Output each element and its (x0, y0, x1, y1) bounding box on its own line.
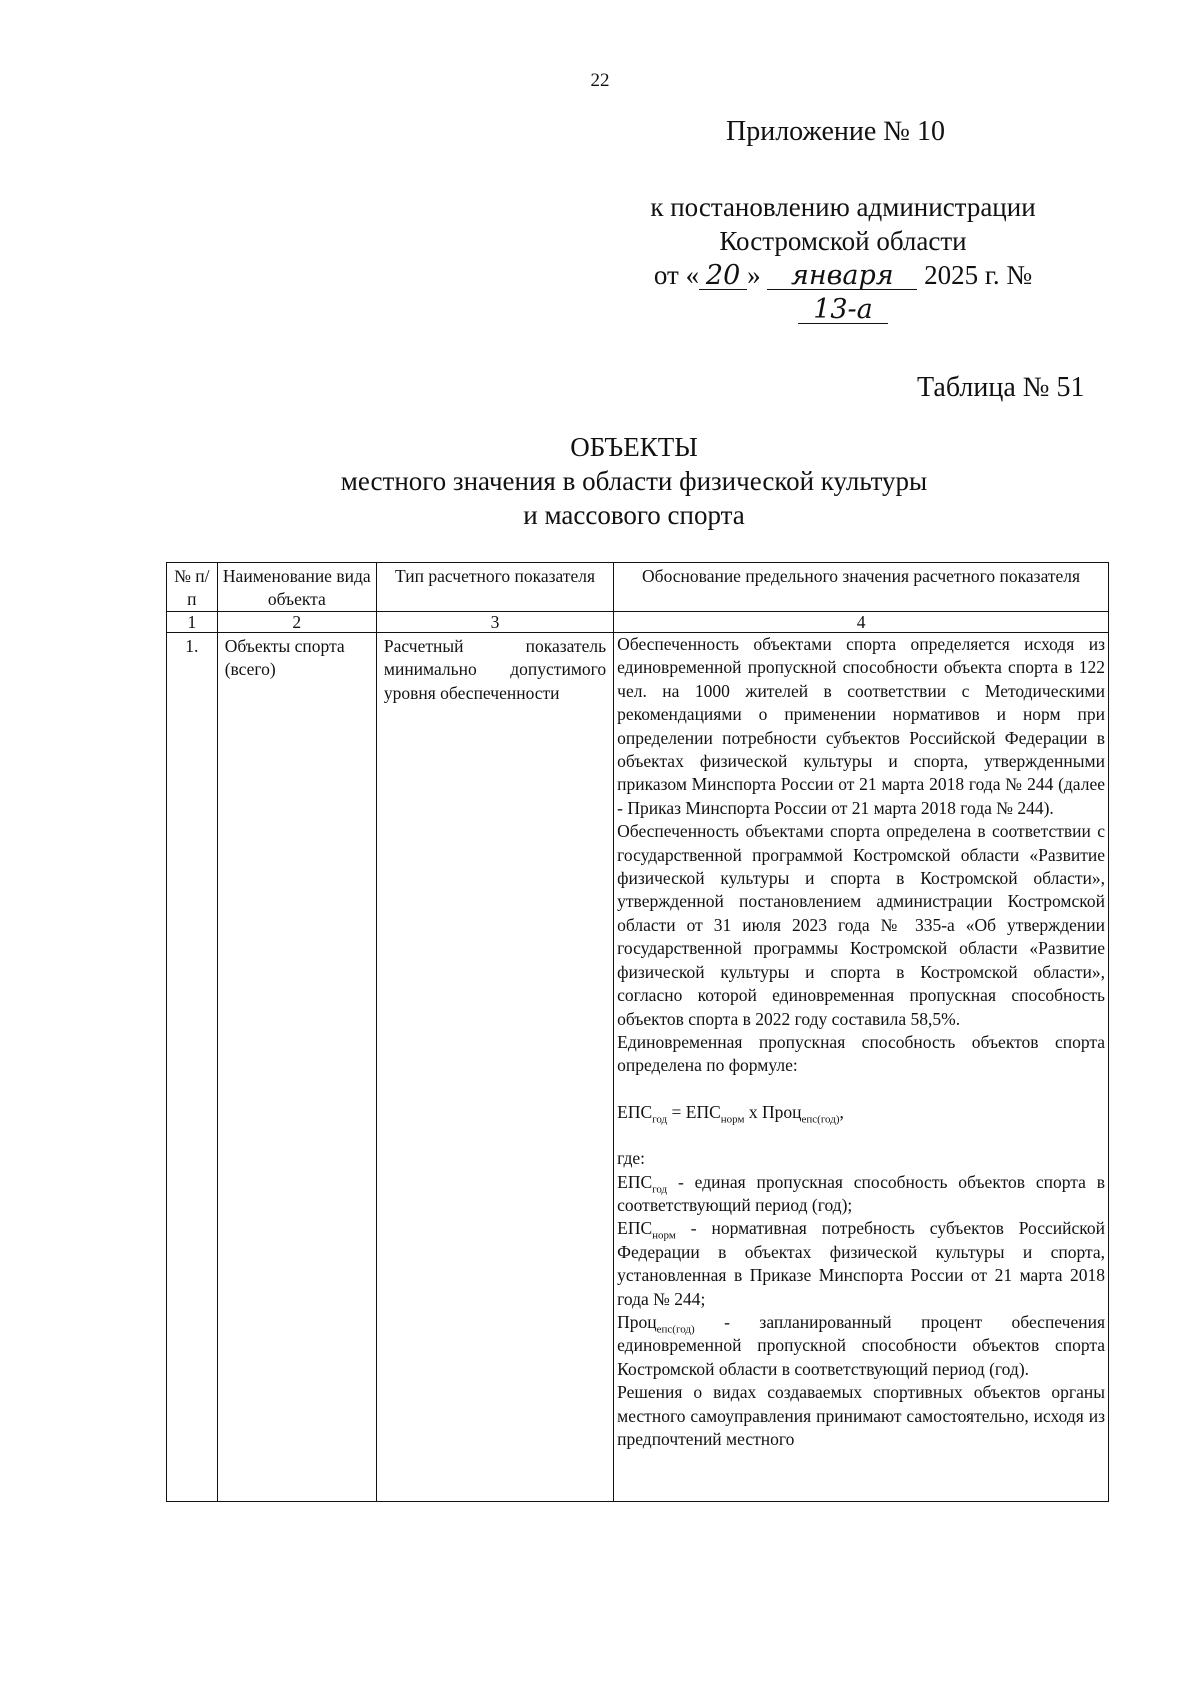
column-number: 3 (376, 612, 613, 633)
handwritten-number: 13-а (798, 297, 888, 324)
where-label: где: (617, 1148, 645, 1169)
justification-paragraph-4: Решения о видах создаваемых спортивных объектов органы местного самоуправления принимают самостоятельно, исходя из предпочтений местного (617, 1382, 1105, 1449)
row-object-name: Объекты спорта (всего) (217, 633, 376, 1502)
table-header-row (167, 563, 1109, 612)
title-line-3: и массового спорта (523, 500, 745, 530)
header-indicator-type: Тип расчетного показателя (376, 563, 613, 612)
column-number-row (167, 612, 1109, 633)
header-justification: Обоснование предельного значения расчетного показателя (614, 563, 1109, 612)
formula: $ЕПС_{год} = ЕПС_{норм}$ х Проц$_{епс(год)}$, (617, 1101, 844, 1126)
document-title (0, 430, 1200, 532)
column-number: 4 (614, 612, 1109, 633)
row-indicator-type: Расчетный показатель минимально допустимого уровня обеспеченности (376, 633, 613, 1502)
title-line-2: местного значения в области физической культуры (340, 466, 928, 496)
date-prefix: от « (653, 260, 700, 290)
row-number: 1. (167, 633, 218, 1502)
page-number: 22 (590, 70, 610, 91)
date-year: 2025 г. № (924, 260, 1033, 290)
definition-eps-norm: $ЕПС_{норм}$ - нормативная потребность субъектов Российской Федерации в объектах физической культуры и спорта, установленная в Приказе Минспорта России от 21 марта 2018 года № 244; (617, 1218, 1105, 1309)
decree-reference (608, 190, 1078, 326)
handwritten-month: января (767, 263, 917, 290)
definition-proc: Проц$_{епс(год)}$ - запланированный процент обеспечения единовременной пропускной способности объектов спорта Костромской области в соответствующий период (год). (617, 1311, 1105, 1379)
objects-table (166, 562, 1109, 1502)
row-justification (614, 633, 1109, 1502)
appendix-label: Приложение № 10 (726, 116, 945, 147)
handwritten-day: 20 (699, 263, 747, 290)
definition-eps-god: $ЕПС_{год}$ - единая пропускная способность объектов спорта в соответствующий период (год); (617, 1171, 1105, 1215)
column-number: 1 (167, 612, 218, 633)
column-number: 2 (217, 612, 376, 633)
justification-paragraph-1: Обеспеченность объектами спорта определяется исходя из единовременной пропускной способности объекта спорта в 122 чел. на 1000 жителей в соответствии с Методическими рекомендациями о применении нормативов и норм при определении потребности субъектов Российской Федерации в объектах физической культуры и спорта, утвержденными приказом Минспорта России от 21 марта 2018 года № 244 (далее - Приказ Минспорта России от 21 марта 2018 года № 244). (617, 634, 1105, 818)
header-object-name: Наименование вида объекта (217, 563, 376, 612)
title-line-1: ОБЪЕКТЫ (570, 432, 698, 462)
justification-paragraph-3: Единовременная пропускная способность объектов спорта определена по формуле: (617, 1031, 1105, 1076)
decree-line-1: к постановлению администрации (650, 192, 1036, 222)
date-mid: » (747, 260, 761, 290)
table-row (167, 633, 1109, 1502)
justification-paragraph-2: Обеспеченность объектами спорта определена в соответствии с государственной программой Костромской области «Развитие физической культуры и спорта в Костромской области», утвержденной постановлением администрации Костромской области от 31 июля 2023 года № 335-а «Об утверждении государственной программы Костромской области «Развитие физической культуры и спорта в Костромской области», согласно которой единовременная пропускная способность объектов спорта в 2022 году составила 58,5%. (617, 821, 1105, 1029)
decree-line-2: Костромской области (719, 226, 967, 256)
decree-date-line (608, 258, 1078, 326)
table-number: Таблица № 51 (917, 372, 1085, 403)
header-number: № п/п (167, 563, 218, 612)
